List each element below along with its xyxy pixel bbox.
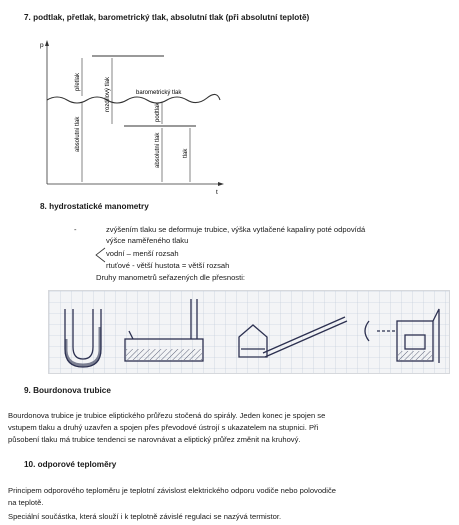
axis-y-label: p xyxy=(40,42,44,49)
label-barometricky: barometrický tlak xyxy=(136,90,182,96)
axis-x-label: t xyxy=(216,189,218,194)
section-9-line-2: vstupem tlaku a druhý uzavřen a spojen přes převodové ústrojí s ukazatelem na stupnici. Při xyxy=(8,423,319,432)
section-8-line-2: výšce naměřeného tlaku xyxy=(106,236,189,245)
label-tlak: tlak xyxy=(183,148,189,158)
section-8-line-4: rtuťové - větší hustota = větší rozsah xyxy=(106,261,230,270)
barometric-line xyxy=(47,94,220,103)
section-7-heading: 7. podtlak, přetlak, barometrický tlak, absolutní tlak (při absolutní teplotě) xyxy=(24,13,310,22)
section-8-heading: 8. hydrostatické manometry xyxy=(40,202,149,211)
section-10-heading: 10. odporové teploměry xyxy=(24,460,117,469)
section-10-line-3: Speciální součástka, která slouží i k teplotně závislé regulaci se nazývá termistor. xyxy=(8,512,282,521)
x-axis-arrow xyxy=(218,182,224,186)
bullet-dash: - xyxy=(74,225,77,234)
section-9-line-3: působení tlaku má trubice tendenci se narovnávat a eliptický průřez změnit na kruhový. xyxy=(8,435,301,444)
pressure-diagram xyxy=(24,34,244,194)
section-10-line-1: Principem odporového teploměru je teplotní závislost elektrického odporu vodiče nebo polovodiče xyxy=(8,486,336,495)
label-pretlak: přetlak xyxy=(75,72,81,91)
label-podtlak: podtlak xyxy=(155,102,161,122)
sketch-drawing xyxy=(49,291,449,373)
section-9-line-1: Bourdonova trubice je trubice eliptického průřezu stočená do spirály. Jeden konec je spojen se xyxy=(8,411,326,420)
manometer-sketch-image xyxy=(48,290,450,374)
section-8-line-3: vodní – menší rozsah xyxy=(106,249,179,258)
label-rozdilovy: rozdílový tlak xyxy=(105,76,111,112)
label-absolutni-2: absolutní tlak xyxy=(155,132,161,168)
section-8-line-5: Druhy manometrů seřazených dle přesnosti: xyxy=(96,273,245,282)
bracket-mark xyxy=(93,244,109,266)
section-8-line-1: zvýšením tlaku se deformuje trubice, výška vytlačené kapaliny poté odpovídá xyxy=(106,225,366,234)
section-10-line-2: na teplotě. xyxy=(8,498,44,507)
label-absolutni-1: absolutní tlak xyxy=(75,116,81,152)
y-axis-arrow xyxy=(45,40,49,46)
section-9-heading: 9. Bourdonova trubice xyxy=(24,386,111,395)
